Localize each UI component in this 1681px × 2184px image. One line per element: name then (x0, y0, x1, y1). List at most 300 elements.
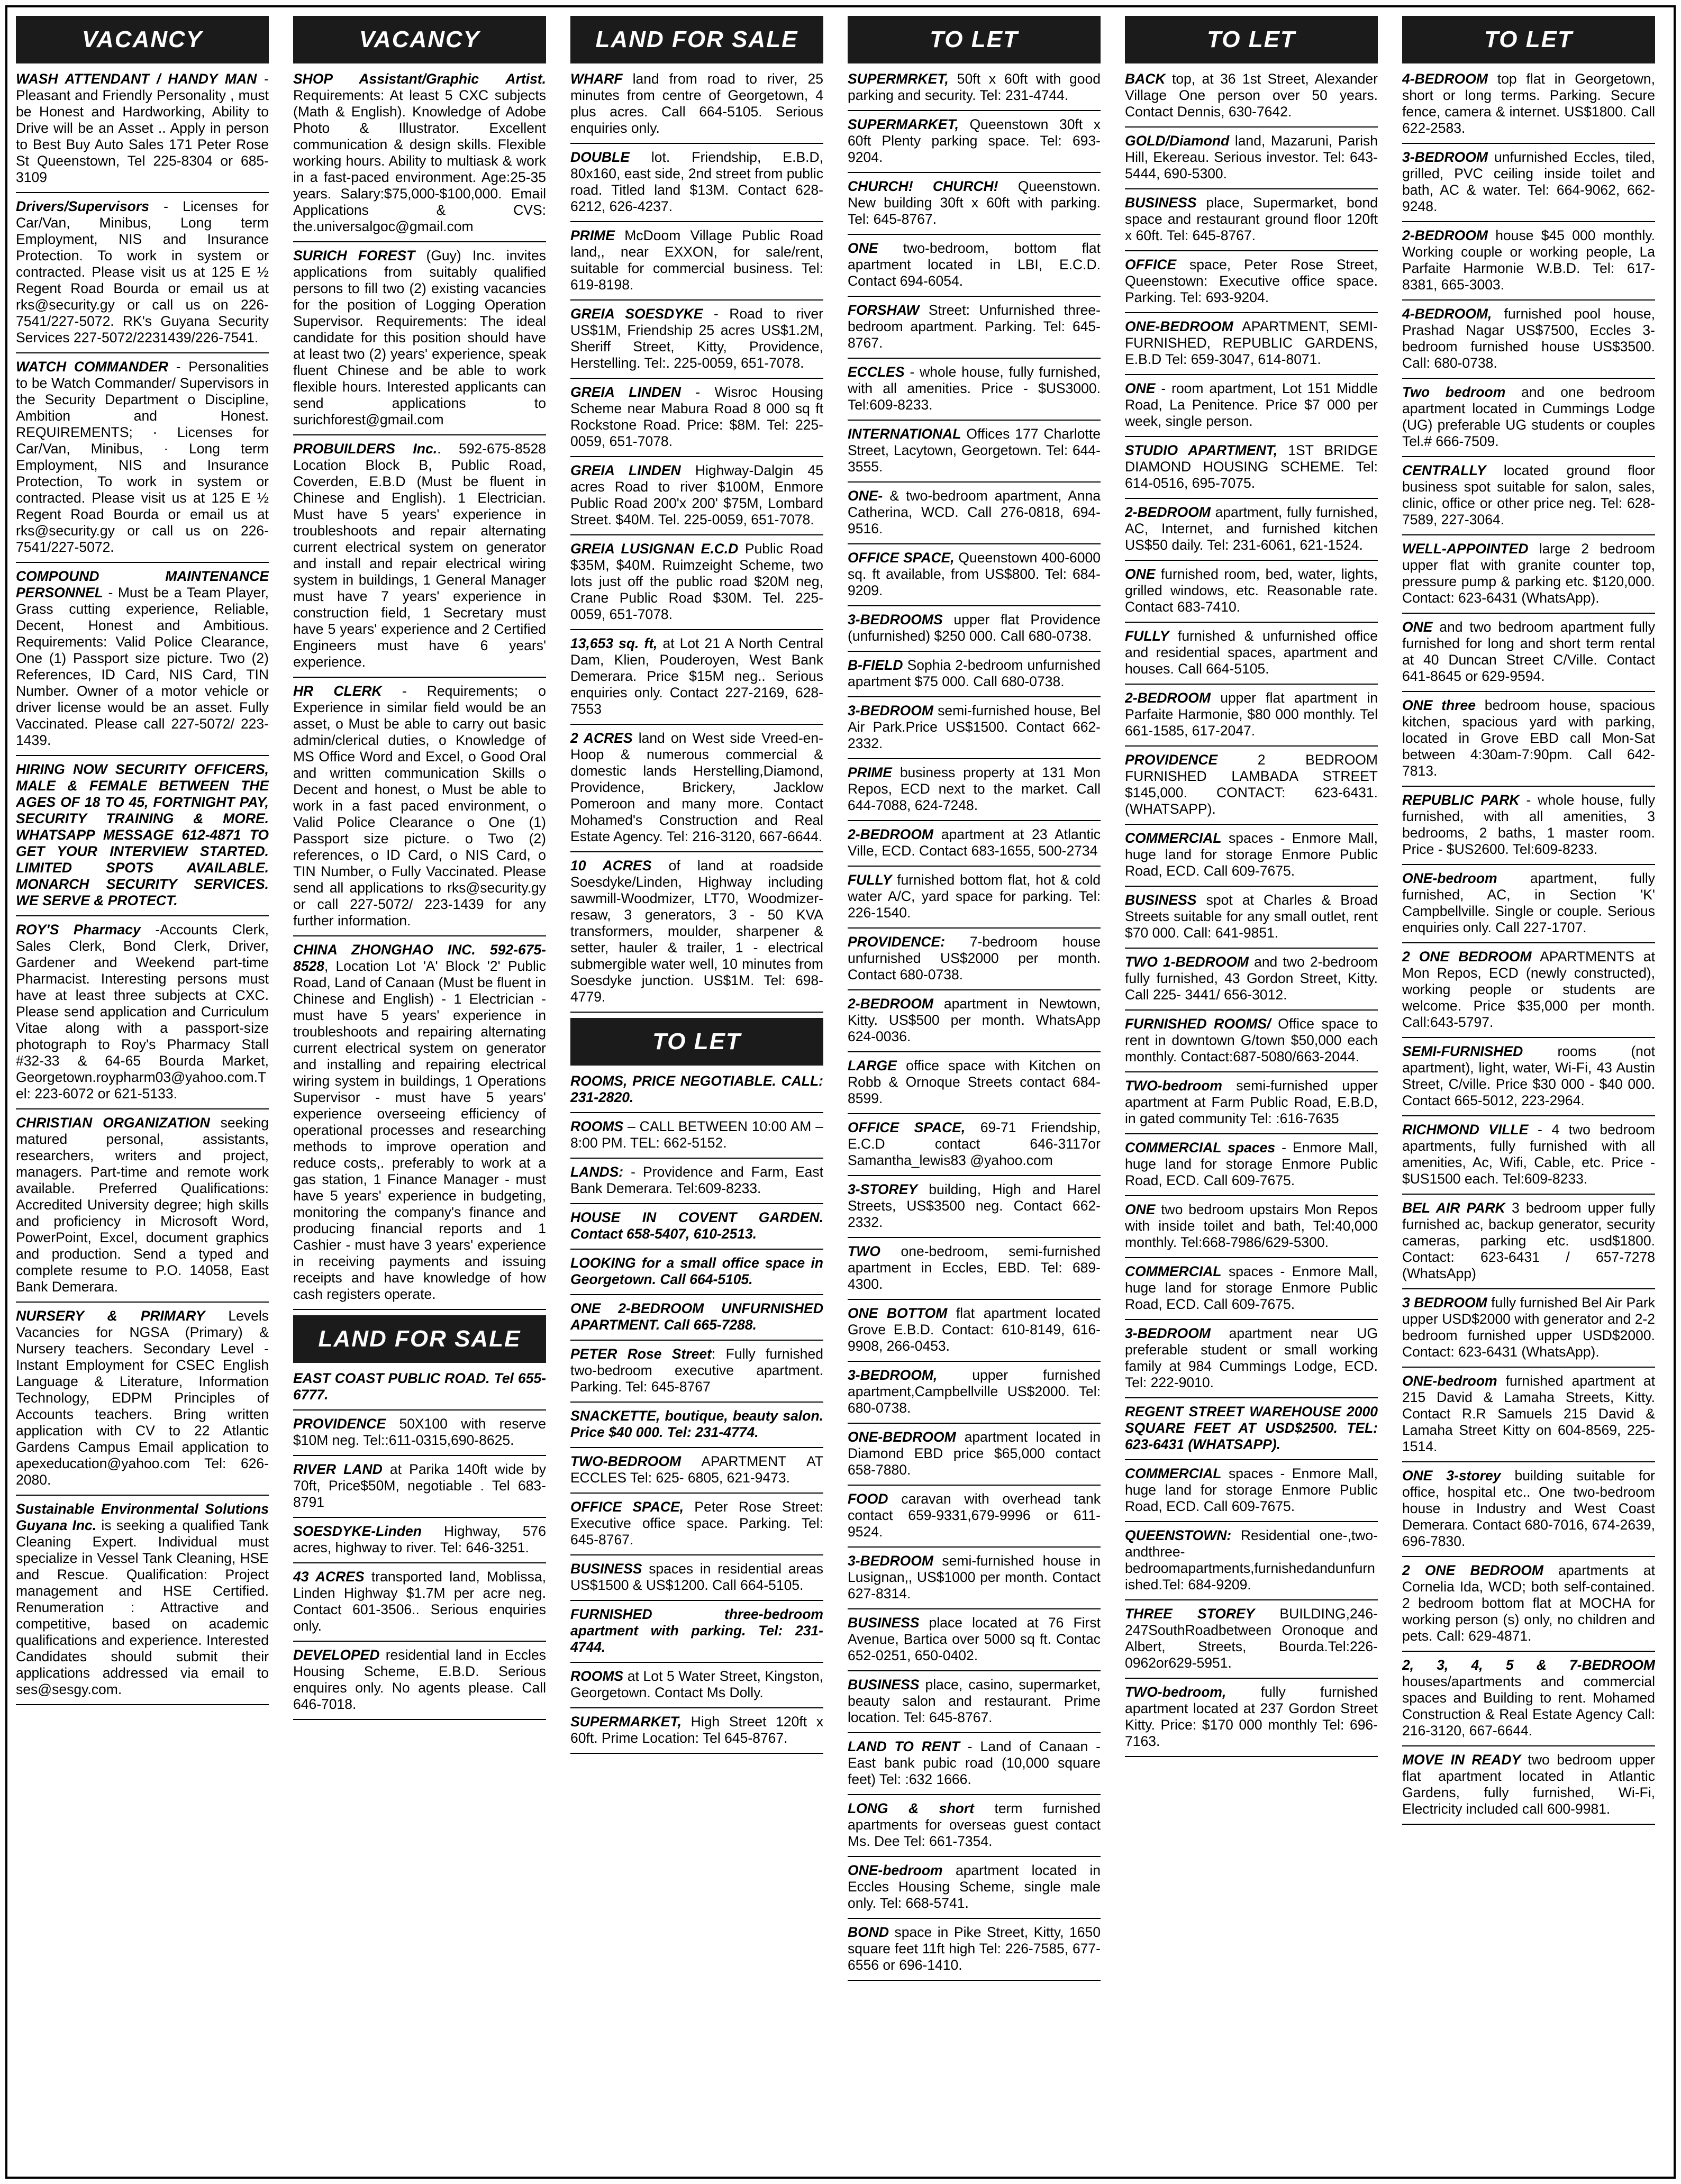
ad-body: office space with Kitchen on Robb & Ornoque Streets contact 684-8599. (848, 1058, 1101, 1106)
classified-ad (293, 1370, 546, 1411)
ad-heading: ONE-BEDROOM (848, 1429, 956, 1445)
ad-body: apartments at Cornelia Ida, WCD; both self-contained. 2 bedroom bottom flat at MOCHA for working person (s) only, no children and pets. Call: 629-4871. (1402, 1562, 1655, 1644)
ad-heading: CHRISTIAN ORGANIZATION (16, 1115, 210, 1131)
ad-heading: DEVELOPED (293, 1647, 380, 1663)
ad-body: residential land in Eccles Housing Scheme, E.B.D. Serious enquires only. No agents please. Call 646-7018. (293, 1647, 546, 1712)
ad-body: semi-furnished house, Bel Air Park.Price US$1500. Contact 662-2332. (848, 703, 1101, 751)
ad-heading: 2-BEDROOM (1125, 504, 1211, 520)
ad-heading: ROY'S Pharmacy (16, 922, 141, 938)
classified-ad (570, 1714, 823, 1754)
ad-heading: TWO-bedroom (1125, 1078, 1222, 1094)
ad-body: one-bedroom, semi-furnished apartment in Eccles, EBD. Tel: 689-4300. (848, 1243, 1101, 1292)
ad-heading: RIVER LAND (293, 1461, 383, 1477)
ad-body: BUILDING,246-247SouthRoadbetween Oronoque and Albert, Streets, Bourda.Tel:226-0962or629-5951. (1125, 1606, 1378, 1671)
ad-body: Peter Rose Street: Executive office space. Parking. Tel: 645-8767. (570, 1499, 823, 1548)
classified-ad (848, 612, 1101, 652)
ad-heading: 3-BEDROOM (1402, 149, 1488, 165)
ad-heading: STUDIO APARTMENT, (1125, 442, 1278, 458)
classified-ad (570, 1668, 823, 1708)
classified-ad (1125, 195, 1378, 251)
ad-heading: Drivers/Supervisors (16, 198, 149, 214)
ad-heading: WHARF (570, 71, 623, 87)
classified-ad (16, 568, 269, 756)
classified-ad (1125, 1016, 1378, 1072)
ad-body: upper furnished apartment,Campbellville US$2000. Tel: 680-0738. (848, 1367, 1101, 1416)
ad-heading: BUSINESS (570, 1561, 642, 1577)
ad-body: - Wisroc Housing Scheme near Mabura Road 8 000 sq ft Rockstone Road. Price: $8M. Tel: 225-0059, 651-7078. (570, 384, 823, 449)
ad-body: furnished bottom flat, hot & cold water A/C, yard space for parking. Tel: 226-1540. (848, 872, 1101, 921)
ad-body: (Guy) Inc. invites applications from suitably qualified persons to fill two (2) existing vacancies for the position of Logging Operation Supervisor. Requirements: The ideal candidate for this position should have at least two (2) years' experience, speak fluent Chinese and be able to work flexible hours. Interested applicants can send applications to surichforest@gmail.com (293, 248, 546, 427)
classifieds-page (5, 5, 1676, 2179)
ad-body: – CALL BETWEEN 10:00 AM – 8:00 PM. TEL: 662-5152. (570, 1118, 823, 1151)
classified-ad (1402, 1043, 1655, 1116)
column-2 (293, 16, 546, 2169)
section-header-to-let: TO LET (1402, 16, 1655, 63)
ad-body: furnished room, bed, water, lights, grilled windows, etc. Reasonable rate. Contact 683-7410. (1125, 566, 1378, 615)
ad-body: furnished & unfurnished office and residential spaces, apartment and houses. Call 664-5105. (1125, 628, 1378, 677)
ad-heading: B-FIELD (848, 657, 903, 673)
ad-body: building suitable for office, hospital etc.. One two-bedroom house in Industry and West Coast Demerara. Contact 680-7016, 674-2639, 696-7830. (1402, 1468, 1655, 1549)
ad-heading: FULLY (1125, 628, 1169, 644)
classified-ad (848, 1739, 1101, 1795)
ad-body: two bedroom upstairs Mon Repos with inside toilet and bath, Tel:40,000 monthly. Tel:668-7986/629-5300. (1125, 1202, 1378, 1250)
ad-heading: LARGE (848, 1058, 897, 1073)
classified-ad (848, 1429, 1101, 1486)
ad-heading: ROOMS (570, 1118, 624, 1134)
classified-ad (848, 116, 1101, 173)
ad-heading: REGENT STREET WAREHOUSE 2000 SQUARE FEET AT USD$2500. TEL: 623-6431 (WHATSAPP). (1125, 1404, 1378, 1452)
ad-heading: 3-STOREY (848, 1181, 918, 1197)
classified-ad (570, 306, 823, 379)
classified-ad (570, 1346, 823, 1403)
classified-ad (570, 730, 823, 852)
classified-ad (1402, 1468, 1655, 1557)
ad-body: rooms (not apartment), light, water, Wi-Fi, 43 Austin Street, C/ville. Price $30 000 - $40 000. Contact 665-5012, 223-2964. (1402, 1043, 1655, 1108)
ad-heading: BUSINESS (848, 1615, 920, 1631)
ad-heading: GREIA LINDEN (570, 462, 681, 478)
classified-ad (1402, 384, 1655, 457)
classified-ad (1125, 133, 1378, 189)
ad-body: Office space to rent in downtown G/town $50,000 each monthly. Contact:687-5080/663-2044. (1125, 1016, 1378, 1064)
ad-body: , Location Lot 'A' Block '2' Public Road, Land of Canaan (Must be fluent in Chinese and English) - 1 Electrician - must have 5 years' experience in troubleshoots and repairing alternating current electrical system on generator and installing and repairing electrical wiring system in buildings, 1 Operations Supervisor - must have 5 years' experience overseeing efficiency of operational processes and researching methods to improve operation and reduce costs,. preferably to work at a gas station, 1 Finance Manager - must have 5 years' experience in budgeting, monitoring the company's finance and producing financial reports and 1 Cashier - must have 3 years' experience in receiving payments and issuing receipts and have knowledge of how cash registers operate. (293, 958, 546, 1302)
ad-body: 3 bedroom upper fully furnished ac, backup generator, security cameras, parking etc. usd$1800. Contact: 623-6431 / 657-7278 (WhatsApp) (1402, 1200, 1655, 1281)
classified-ad (570, 1209, 823, 1250)
ad-body: transported land, Moblissa, Linden Highway $1.7M per acre neg. Contact 601-3506.. Serious enquiries only. (293, 1569, 546, 1634)
ad-heading: BUSINESS (1125, 195, 1197, 211)
ads-list (848, 71, 1101, 1981)
ad-heading: OFFICE SPACE, (848, 550, 955, 566)
ad-body: building, High and Harel Streets, US$3500 neg. Contact 662-2332. (848, 1181, 1101, 1230)
classified-ad (1125, 442, 1378, 499)
ad-heading: CHURCH! CHURCH! (848, 178, 998, 194)
ad-body: spaces - Enmore Mall, huge land for storage Enmore Public Road, ECD. Call 609-7675. (1125, 1263, 1378, 1312)
column-1 (16, 16, 269, 2169)
classified-ad (848, 426, 1101, 483)
ad-body: Queenstown 30ft x 60ft Plenty parking space. Tel: 693-9204. (848, 116, 1101, 165)
ad-heading: SNACKETTE, boutique, beauty salon. Price $40 000. Tel: 231-4774. (570, 1408, 823, 1440)
classified-ad (16, 761, 269, 916)
classified-ad (1125, 1404, 1378, 1460)
ad-heading: SOESDYKE-Linden (293, 1523, 422, 1539)
ad-body: High Street 120ft x 60ft. Prime Location: Tel 645-8767. (570, 1714, 823, 1746)
classified-ad (848, 550, 1101, 606)
ad-body: 50ft x 60ft with good parking and security. Tel: 231-4744. (848, 71, 1101, 103)
classified-ad (1125, 628, 1378, 685)
classified-ad (848, 1924, 1101, 1981)
ad-body: is seeking a qualified Tank Cleaning Expert. Individual must specialize in Vessel Tank Cleaning, HSE and Rescue. Qualification: Project management and HSE Certified. Renumeration : Attractive and competitive, based on academic qualifications and experience. Interested Candidates should submit their applications addressed via email to ses@sesgy.com. (16, 1517, 269, 1697)
ad-body: Requirements: At least 5 CXC subjects (Math & English). Knowledge of Adobe Photo & Illustrator. Excellent communication & design skills. Flexible working hours. Ability to multiask & work in a fast-paced environment. Age:25-35 years. Salary:$75,000-$100,000. Email Applications & CVS: the.universalgoc@gmail.com (293, 87, 546, 234)
classified-ad (1125, 257, 1378, 313)
classified-ad (1125, 1325, 1378, 1398)
classified-ad (293, 1461, 546, 1518)
ad-body: of land at roadside Soesdyke/Linden, Highway including sawmill-Woodmizer, LT70, Woodmizer-resaw, 3 generators, 3 - 50 KVA transformers, moulder, sharpener & setter, hauler & trailer, 1 - electrical submergible water well, 10 minutes from Soesdyke junction. US$1M. Tel: 698-4779. (570, 858, 823, 1005)
ad-body: & two-bedroom apartment, Anna Catherina, WCD. Call 276-0818, 694-9516. (848, 488, 1101, 536)
ad-heading: COMMERCIAL spaces (1125, 1140, 1276, 1155)
classified-ad (570, 71, 823, 144)
ad-heading: 2-BEDROOM (848, 996, 933, 1012)
ad-body: APARTMENTS at Mon Repos, ECD (newly constructed), working people or students are welcome. Price $35,000 per month. Call:643-5797. (1402, 949, 1655, 1030)
classified-ad (848, 1305, 1101, 1362)
classified-ad (1125, 690, 1378, 747)
ad-heading: OFFICE SPACE, (848, 1120, 966, 1135)
ad-heading: SHOP Assistant/Graphic Artist. (293, 71, 546, 87)
classified-ad (848, 71, 1101, 111)
ad-body: land, Mazaruni, Parish Hill, Ekereau. Serious investor. Tel: 643-5444, 690-5300. (1125, 133, 1378, 181)
classified-ad (293, 248, 546, 435)
ad-heading: WASH ATTENDANT / HANDY MAN (16, 71, 257, 87)
classified-ad (293, 942, 546, 1310)
classified-ad (848, 1553, 1101, 1609)
ad-heading: BUSINESS (1125, 892, 1197, 908)
ad-heading: COMMERCIAL (1125, 1263, 1222, 1279)
classified-ad (1402, 1562, 1655, 1652)
classified-ad (1125, 830, 1378, 887)
ad-heading: 2-BEDROOM (1402, 228, 1488, 243)
classified-ad (570, 1073, 823, 1113)
ads-list (16, 71, 269, 1705)
ad-heading: GREIA SOESDYKE (570, 306, 703, 322)
classified-ad (570, 228, 823, 301)
section-header-vacancy: VACANCY (16, 16, 269, 63)
classified-ad (1125, 566, 1378, 623)
ad-body: semi-furnished upper apartment at Farm Public Road, E.B.D, in gated community Tel: :616-7635 (1125, 1078, 1378, 1126)
classified-ad (1125, 752, 1378, 825)
ad-heading: FOOD (848, 1491, 888, 1507)
ad-heading: 10 ACRES (570, 858, 652, 873)
ad-heading: ONE-bedroom (848, 1862, 943, 1878)
ad-heading: FURNISHED three-bedroom apartment with parking. Tel: 231-4744. (570, 1606, 823, 1655)
classified-ad (293, 1647, 546, 1720)
ad-heading: ONE (1125, 566, 1156, 582)
ad-body: - Requirements; o Experience in similar field would be an asset, o Must be able to carry out basic admin/clerical duties, o Knowledge of MS Office Word and Excel, o Good Oral and written communication Skills o Decent and honest, o Must be able to work in a fast paced environment, o Valid Police Clearance o One (1) Passport size picture. o Two (2) references, o ID Card, o NIS Card, o TIN Number, o Fully Vaccinated. Please send all applications to rks@security.gy or call 227-5072/ 223-1439 for any further information. (293, 683, 546, 929)
classified-ad (293, 1569, 546, 1642)
ad-body: Highway-Dalgin 45 acres Road to river $100M, Enmore Public Road 200'x 200' $75M, Lombard Street. $40M. Tel. 225-0059, 651-7078. (570, 462, 823, 527)
ad-body: - Personalities to be Watch Commander/ Supervisors in the Security Department o Discipline, Ambition and Honest. REQUIREMENTS; · Licenses for Car/Van, Minibus, · Long term Employment, NIS and Insurance Protection, To work in system or contracted. Please visit us at 125 E ½ Regent Road Bourda or email us at rks@security.gy or call us on 226-7541/227-5072. (16, 359, 269, 555)
ad-body: two bedroom upper flat apartment located in Atlantic Gardens, fully furnished, Wi-Fi, Electricity included call 600-9981. (1402, 1752, 1655, 1817)
ad-heading: RICHMOND VILLE (1402, 1122, 1529, 1138)
ad-body: apartment located in Eccles Housing Scheme, single male only. Tel: 668-5741. (848, 1862, 1101, 1911)
ad-body: Offices 177 Charlotte Street, Lacytown, Georgetown. Tel: 644-3555. (848, 426, 1101, 475)
ad-heading: EAST COAST PUBLIC ROAD. Tel 655-6777. (293, 1370, 546, 1403)
classified-ad (293, 71, 546, 242)
ad-body: - Enmore Mall, huge land for storage Enmore Public Road, ECD. Call 609-7675. (1125, 1140, 1378, 1188)
classified-ad (16, 922, 269, 1109)
ad-body: spot at Charles & Broad Streets suitable for any small outlet, rent $70 000. Call: 641-9851. (1125, 892, 1378, 941)
ad-heading: ONE 2-BEDROOM UNFURNISHED APARTMENT. Call 665-7288. (570, 1300, 823, 1333)
classified-ad (848, 934, 1101, 990)
ad-body: - room apartment, Lot 151 Middle Road, La Penitence. Price $7 000 per week, single person. (1125, 380, 1378, 429)
ad-body: 69-71 Friendship, E.C.D contact 646-3117or Samantha_lewis83 @yahoo.com (848, 1120, 1101, 1168)
ad-heading: HR CLERK (293, 683, 382, 699)
classified-ad (1125, 1684, 1378, 1757)
ad-heading: Sustainable Environmental Solutions Guyana Inc. (16, 1501, 269, 1533)
ad-body: 50X100 with reserve $10M neg. Tel::611-0315,690-8625. (293, 1416, 546, 1448)
ad-heading: TWO-bedroom, (1125, 1684, 1226, 1700)
ad-heading: PROVIDENCE: (848, 934, 946, 950)
section-header-to-let: TO LET (848, 16, 1101, 63)
ad-heading: ONE (848, 240, 878, 256)
ad-body: . 592-675-8528 Location Block B, Public Road, Coverden, E.B.D (Must be fluent in Chinese and English). 1 Electrician. Must have 5 years' experience in troubleshoots and repair alternating current electrical system on generator and install and repair electrical wiring system in buildings, 1 General Manager must have 7 years' experience in construction field, 1 Secretary must have 5 years' experience and 2 Certified Engineers must have 6 years' experience. (293, 441, 546, 670)
ad-heading: BUSINESS (848, 1677, 920, 1692)
ad-body: houses/apartments and commercial spaces and Building to rent. Mohamed Construction & Real Estate Agency Call: 216-3120, 667-6644. (1402, 1673, 1655, 1739)
ad-body: fully furnished apartment located at 237 Gordon Street Kitty. Price: $170 000 monthly Tel: 696-7163. (1125, 1684, 1378, 1749)
ad-heading: HOUSE IN COVENT GARDEN. Contact 658-5407, 610-2513. (570, 1209, 823, 1242)
ad-body: term furnished apartments for overseas guest contact Ms. Dee Tel: 661-7354. (848, 1800, 1101, 1849)
ad-body: apartment located in Diamond EBD price $65,000 contact 658-7880. (848, 1429, 1101, 1478)
ad-body: Street: Unfurnished three-bedroom apartment. Parking. Tel: 645-8767. (848, 302, 1101, 351)
ad-heading: INTERNATIONAL (848, 426, 961, 442)
classified-ad (848, 488, 1101, 544)
classified-ad (848, 1615, 1101, 1671)
classified-ad (570, 1118, 823, 1159)
column-6 (1402, 16, 1655, 2169)
ad-heading: 43 ACRES (293, 1569, 365, 1585)
ad-heading: 4-BEDROOM (1402, 71, 1488, 87)
classified-ad (570, 462, 823, 535)
ad-body: land from road to river, 25 minutes from centre of Georgetown, 4 plus acres. Call 664-5105. Serious enquiries only. (570, 71, 823, 136)
ad-body: : Fully furnished two-bedroom executive apartment. Parking. Tel: 645-8767 (570, 1346, 823, 1395)
ad-body: at Parika 140ft wide by 70ft, Price$50M, negotiable . Tel 683-8791 (293, 1461, 546, 1510)
ad-heading: SEMI-FURNISHED (1402, 1043, 1523, 1059)
ad-body: Queenstown 400-6000 sq. ft available, from US$800. Tel: 684-9209. (848, 550, 1101, 598)
column-5 (1125, 16, 1378, 2169)
ad-heading: LAND TO RENT (848, 1739, 960, 1754)
classified-ad (16, 71, 269, 193)
ad-heading: Two bedroom (1402, 384, 1506, 400)
ad-heading: CENTRALLY (1402, 462, 1486, 478)
ad-heading: FORSHAW (848, 302, 920, 318)
ad-heading: PRIME (848, 765, 892, 780)
classified-ad (570, 149, 823, 222)
classified-ad (848, 703, 1101, 759)
classified-ad (848, 996, 1101, 1052)
ad-body: caravan with overhead tank contact 659-9331,679-9996 or 611-9524. (848, 1491, 1101, 1540)
column-4 (848, 16, 1101, 2169)
ad-heading: PROBUILDERS Inc. (293, 441, 438, 457)
ad-body: two-bedroom, bottom flat apartment located in LBI, E.C.D. Contact 694-6054. (848, 240, 1101, 289)
ad-body: apartment at 23 Atlantic Ville, ECD. Contact 683-1655, 500-2734 (848, 826, 1101, 859)
ad-heading: GREIA LUSIGNAN E.C.D (570, 541, 739, 557)
ad-heading: 3-BEDROOM (848, 703, 933, 718)
classified-ad (16, 1308, 269, 1496)
ad-heading: COMPOUND MAINTENANCE PERSONNEL (16, 568, 269, 600)
ad-body: APARTMENT AT ECCLES Tel: 625- 6805, 621-9473. (570, 1453, 823, 1486)
classified-ad (1402, 1752, 1655, 1825)
classified-ad (848, 364, 1101, 421)
ad-body: Public Road $35M, $40M. Ruimzeight Scheme, two lots just off the public road $20M neg, Crane Public Road $30M. Tel. 225-0059, 651-7078. (570, 541, 823, 622)
classified-ad (848, 1120, 1101, 1176)
classified-ad (16, 1501, 269, 1705)
ad-body: upper flat Providence (unfurnished) $250 000. Call 680-0738. (848, 612, 1101, 644)
classified-ad (293, 683, 546, 936)
classified-ad (1402, 870, 1655, 943)
ad-heading: NURSERY & PRIMARY (16, 1308, 205, 1324)
ad-body: fully furnished Bel Air Park upper USD$2000 with generator and 2-2 bedroom furnished upper USD$2000. Contact: 623-6431 (WhatsApp). (1402, 1295, 1655, 1360)
ad-body: semi-furnished house in Lusignan,, US$1000 per month. Contact 627-8314. (848, 1553, 1101, 1601)
classified-ad (1402, 792, 1655, 865)
ad-heading: SUPERMRKET, (848, 71, 949, 87)
ad-body: seeking matured personal, assistants, researchers, writers and project, managers. Part-time and remote work available. Preferred Qualifications: Accredited University degree; high skills and proficiency in Microsoft Word, PowerPoint, Excel, document graphics and production. Send a typed and complete resume to P.O. 14058, East Bank Demerara. (16, 1115, 269, 1295)
ad-heading: THREE STOREY (1125, 1606, 1255, 1622)
ad-heading: 3-BEDROOM, (848, 1367, 938, 1383)
ad-body: place, Supermarket, bond space and restaurant ground floor 120ft x 60ft. Tel: 645-8767. (1125, 195, 1378, 243)
classified-ad (1402, 228, 1655, 301)
classified-ad (293, 1523, 546, 1563)
ad-body: spaces in residential areas US$1500 & US$1200. Call 664-5105. (570, 1561, 823, 1593)
ad-heading: BACK (1125, 71, 1166, 87)
ad-body: apartment near UG preferable student or small working family at 984 Cummings Lodge, ECD. Tel: 222-9010. (1125, 1325, 1378, 1390)
classified-ad (570, 541, 823, 630)
ad-heading: ONE- (848, 488, 883, 504)
classified-ad (1402, 1657, 1655, 1746)
ad-heading: ROOMS (570, 1668, 624, 1684)
classified-ad (16, 359, 269, 563)
ad-body: large 2 bedroom upper flat with granite counter top, pressure pump & parking etc. $120,000. Contact: 623-6431 (WhatsApp). (1402, 541, 1655, 606)
classified-ad (1402, 1122, 1655, 1195)
classified-ad (848, 1058, 1101, 1114)
ad-body: spaces - Enmore Mall, huge land for storage Enmore Public Road, ECD. Call 609-7675. (1125, 830, 1378, 879)
ad-body: - Providence and Farm, East Bank Demerara. Tel:609-8233. (570, 1164, 823, 1196)
ad-body: 2 BEDROOM FURNISHED LAMBADA STREET $145,000. CONTACT: 623-6431. (WHATSAPP). (1125, 752, 1378, 817)
ad-body: space in Pike Street, Kitty, 1650 square feet 11ft high Tel: 226-7585, 677-6556 or 696-1410. (848, 1924, 1101, 1973)
ad-heading: 2 ACRES (570, 730, 633, 746)
ad-body: - Road to river US$1M, Friendship 25 acres US$1.2M, Sheriff Street, Kitty, Providence, Herstelling. Tel:. 225-0059, 651-7078. (570, 306, 823, 371)
classified-ad (570, 1408, 823, 1448)
ad-body: lot. Friendship, E.B.D, 80x160, east side, 2nd street from public road. Titled land $13M. Contact 628-6212, 626-4237. (570, 149, 823, 214)
ad-heading: ONE-bedroom (1402, 870, 1497, 886)
classified-ad (848, 1181, 1101, 1238)
ad-heading: 4-BEDROOM, (1402, 306, 1492, 322)
ad-body: 1ST BRIDGE DIAMOND HOUSING SCHEME. Tel: 614-0516, 695-7075. (1125, 442, 1378, 491)
classified-ad (570, 1300, 823, 1341)
classified-ad (570, 858, 823, 1013)
ad-body: spaces - Enmore Mall, huge land for storage Enmore Public Road, ECD. Call 609-7675. (1125, 1466, 1378, 1514)
ad-body: Levels Vacancies for NGSA (Primary) & Nursery teachers. Secondary Level - Instant Employment for CSEC English Language & Literature, Information Technology, EDPM Principles of Accounts teachers. Bring written application with CV to 22 Atlantic Gardens Campus Email application to apexeducation@yahoo.com Tel: 626-2080. (16, 1308, 269, 1488)
ad-body: place, casino, supermarket, beauty salon and restaurant. Prime location. Tel: 645-8767. (848, 1677, 1101, 1725)
ad-body: place located at 76 First Avenue, Bartica over 5000 sq ft. Contac 652-0251, 650-0402. (848, 1615, 1101, 1663)
ad-body: Residential one-,two-andthree-bedroomapartments,furnishedandunfurnished.Tel: 684-9209. (1125, 1527, 1378, 1593)
ad-heading: ONE three (1402, 697, 1476, 713)
ad-heading: ONE (1125, 1202, 1156, 1217)
classified-ad (1402, 149, 1655, 222)
classified-ad (1125, 71, 1378, 128)
ad-body: - whole house, fully furnished, with all amenities, 3 bedrooms, 2 baths, 1 master room. Price - $US2600. Tel:609-8233. (1402, 792, 1655, 857)
classified-ad (16, 198, 269, 353)
classified-ad (1125, 1606, 1378, 1679)
ad-heading: BOND (848, 1924, 889, 1940)
ad-heading: 2 ONE BEDROOM (1402, 949, 1532, 964)
ad-body: apartment, fully furnished, AC, Internet, and furnished kitchen US$50 daily. Tel: 231-6061, 621-1524. (1125, 504, 1378, 553)
ad-heading: 3 BEDROOM (1402, 1295, 1487, 1311)
section-header-vacancy: VACANCY (293, 16, 546, 63)
ad-heading: LONG & short (848, 1800, 974, 1816)
column-3 (570, 16, 823, 2169)
classified-ad (570, 635, 823, 725)
ad-heading: 2-BEDROOM (1125, 690, 1211, 706)
ad-heading: GREIA LINDEN (570, 384, 681, 400)
ad-heading: PROVIDENCE (293, 1416, 386, 1432)
ads-list (570, 1073, 823, 1754)
ad-heading: ROOMS, PRICE NEGOTIABLE. CALL: 231-2820. (570, 1073, 823, 1105)
classified-ad (1125, 380, 1378, 437)
ad-body: Highway, 576 acres, highway to river. Tel: 646-3251. (293, 1523, 546, 1555)
ad-body: space, Peter Rose Street, Queenstown: Executive office space. Parking. Tel: 693-9204. (1125, 257, 1378, 305)
classified-ad (848, 178, 1101, 235)
classified-ad (848, 240, 1101, 297)
classified-ad (293, 441, 546, 678)
section-header-to-let: TO LET (570, 1018, 823, 1066)
classified-ad (570, 1255, 823, 1295)
classified-ad (1125, 1078, 1378, 1134)
ad-heading: SUPERMARKET, (570, 1714, 682, 1730)
classified-ad (848, 872, 1101, 929)
ad-heading: 3-BEDROOM (1125, 1325, 1211, 1341)
classified-ad (1125, 504, 1378, 561)
classified-ad (1125, 1202, 1378, 1258)
ads-list (293, 71, 546, 1310)
ad-heading: PRIME (570, 228, 615, 243)
ad-body: and one bedroom apartment located in Cummings Lodge (UG) preferable UG students or couples Tel.# 666-7509. (1402, 384, 1655, 449)
ad-heading: OFFICE SPACE, (570, 1499, 684, 1515)
ad-heading: 2 ONE BEDROOM (1402, 1562, 1543, 1578)
classified-ad (1125, 954, 1378, 1011)
ad-heading: MOVE IN READY (1402, 1752, 1521, 1768)
ad-heading: ECCLES (848, 364, 905, 380)
ad-heading: HIRING NOW SECURITY OFFICERS, MALE & FEMALE BETWEEN THE AGES OF 18 TO 45, FORTNIGHT PAY, SECURITY TRAINING & MORE. WHATSAPP MESSAGE 612-4871 TO GET YOUR INTERVIEW STARTED. LIMITED SPOTS AVAILABLE. MONARCH SECURITY SERVICES. WE SERVE & PROTECT. (16, 761, 269, 908)
classified-ad (848, 1367, 1101, 1424)
ad-body: located ground floor business spot suitable for salon, sales, clinic, office or other price neg. Tel: 628-7589, 227-3064. (1402, 462, 1655, 527)
ad-heading: COMMERCIAL (1125, 830, 1222, 846)
ad-heading: TWO 1-BEDROOM (1125, 954, 1249, 970)
ad-heading: LANDS: (570, 1164, 624, 1180)
ad-heading: ONE BOTTOM (848, 1305, 948, 1321)
ad-heading: 3-BEDROOMS (848, 612, 943, 627)
ad-heading: QUEENSTOWN: (1125, 1527, 1232, 1543)
ads-list (1125, 71, 1378, 1757)
ad-body: apartment in Newtown, Kitty. US$500 per month. WhatsApp 624-0036. (848, 996, 1101, 1044)
classified-ad (848, 1243, 1101, 1300)
ad-body: bedroom house, spacious kitchen, spacious yard with parking, located in Grove EBD call Mon-Sat between 4:30am-7:90pm. Call 642-7813. (1402, 697, 1655, 779)
ads-list (1402, 71, 1655, 1825)
ad-heading: SURICH FOREST (293, 248, 415, 263)
classified-ad (848, 826, 1101, 867)
classified-ad (1402, 1295, 1655, 1368)
ad-body: - Land of Canaan - East bank pubic road (10,000 square feet) Tel: :632 1666. (848, 1739, 1101, 1787)
ad-body: and two bedroom apartment fully furnished for long and short term rental at 40 Duncan Street C/Ville. Contact 641-8645 or 629-9594. (1402, 619, 1655, 684)
ad-heading: CHINA ZHONGHAO INC. 592-675-8528 (293, 942, 546, 974)
ad-body: McDoom Village Public Road land,, near EXXON, for sale/rent, suitable for commercial business. Tel: 619-8198. (570, 228, 823, 293)
classified-ad (1402, 462, 1655, 535)
